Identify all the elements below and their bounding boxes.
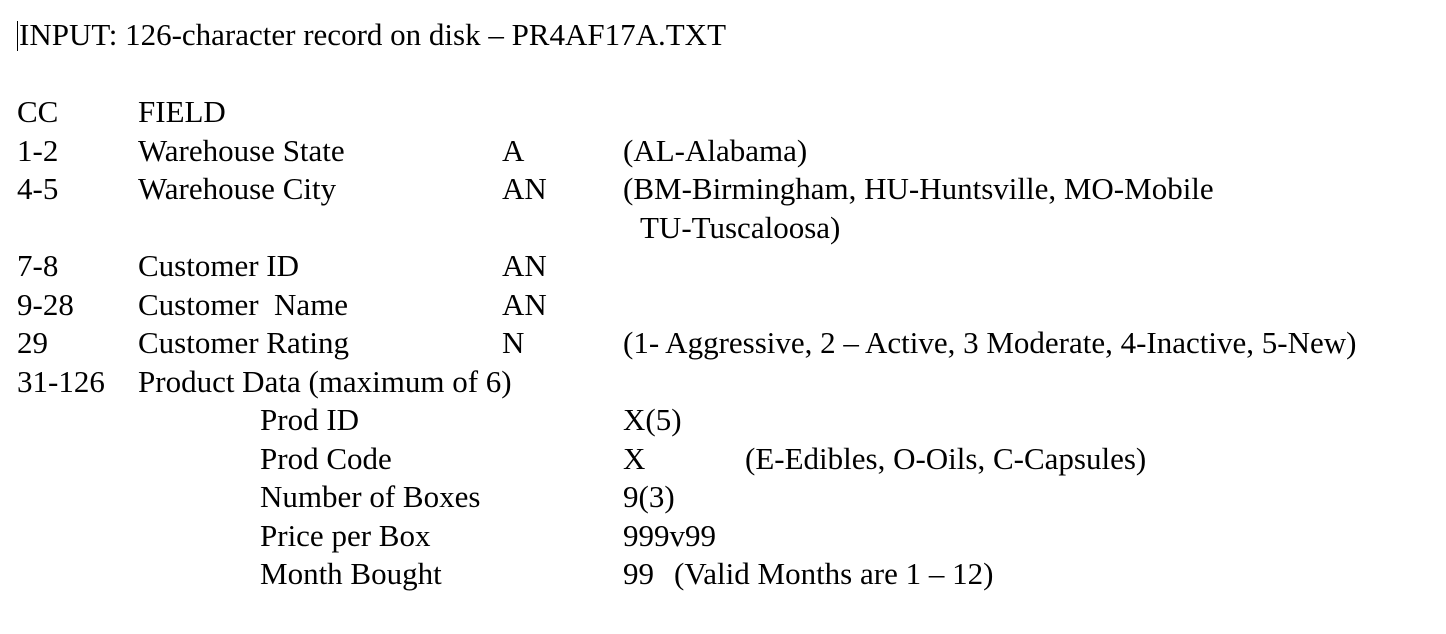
product-field-picture: X(5) [623, 402, 682, 437]
record-description: (AL-Alabama) [623, 133, 808, 168]
product-field-picture: 99 [623, 556, 654, 591]
record-type: N [502, 325, 525, 360]
record-field: Customer Rating [138, 325, 349, 360]
record-type: AN [502, 171, 547, 206]
record-cc: 1-2 [17, 133, 59, 168]
record-cc: 9-28 [17, 287, 74, 322]
input-description-line: INPUT: 126-character record on disk – PR4AF17A.TXT [19, 17, 727, 52]
record-field: Customer Name [138, 287, 349, 322]
record-field: Customer ID [138, 248, 300, 283]
record-type: AN [502, 287, 547, 322]
record-description: (1- Aggressive, 2 – Active, 3 Moderate, 4-Inactive, 5-New) [623, 325, 1357, 360]
product-field-name: Month Bought [260, 556, 442, 591]
product-field-note: (E-Edibles, O-Oils, C-Capsules) [745, 441, 1147, 476]
record-type: AN [502, 248, 547, 283]
record-description: (BM-Birmingham, HU-Huntsville, MO-Mobile [623, 171, 1214, 206]
product-field-name: Prod ID [260, 402, 360, 437]
record-cc: 31-126 [17, 364, 105, 399]
product-field-note: (Valid Months are 1 – 12) [674, 556, 994, 591]
product-field-name: Price per Box [260, 518, 431, 553]
product-field-name: Number of Boxes [260, 479, 481, 514]
record-field: Warehouse State [138, 133, 345, 168]
product-field-picture: X [623, 441, 646, 476]
record-cc: 4-5 [17, 171, 59, 206]
text-cursor [17, 21, 18, 51]
record-cc: 29 [17, 325, 48, 360]
product-field-picture: 9(3) [623, 479, 675, 514]
column-heading-cc: CC [17, 94, 59, 129]
product-field-picture: 999v99 [623, 518, 716, 553]
record-field: Warehouse City [138, 171, 337, 206]
record-type: A [502, 133, 525, 168]
column-heading-field: FIELD [138, 94, 226, 129]
record-description-continued: TU-Tuscaloosa) [640, 210, 841, 245]
record-cc: 7-8 [17, 248, 59, 283]
record-field: Product Data (maximum of 6) [138, 364, 512, 399]
product-field-name: Prod Code [260, 441, 392, 476]
